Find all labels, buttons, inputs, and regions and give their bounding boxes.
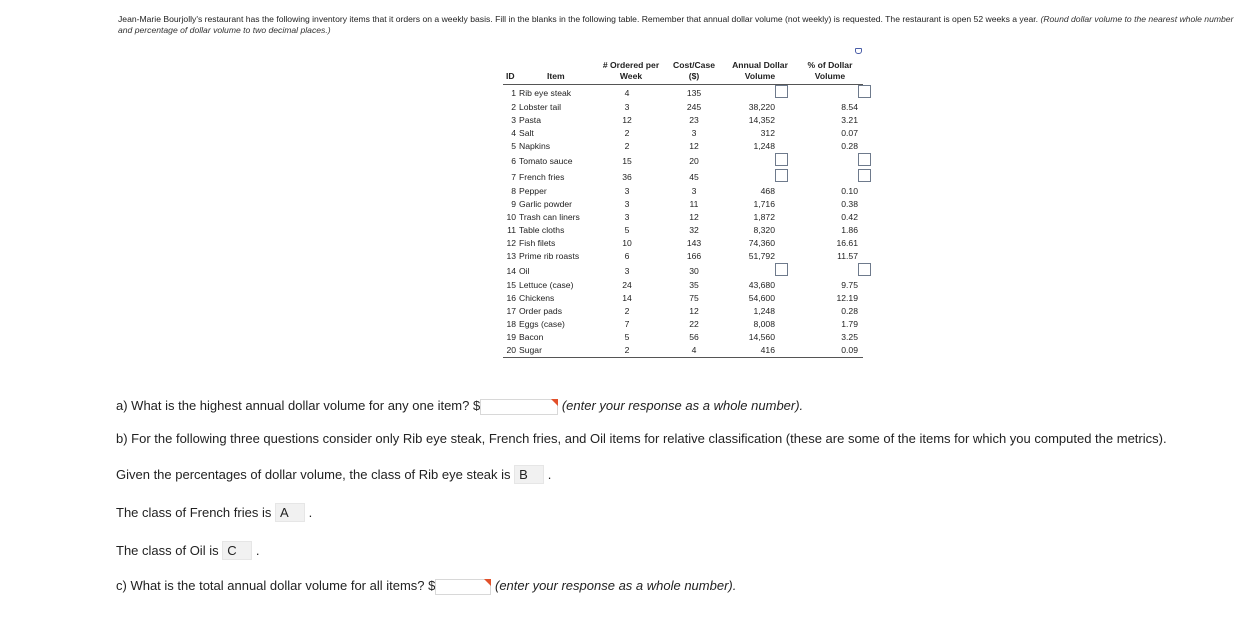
row-item: Trash can liners <box>519 212 580 222</box>
header-pct-line2: Volume <box>814 71 846 81</box>
row-cost: 143 <box>686 238 702 248</box>
row-item: Oil <box>519 266 530 276</box>
row-item: Eggs (case) <box>519 319 565 329</box>
row-id: 11 <box>507 225 516 235</box>
row-ordered: 10 <box>622 238 632 248</box>
header-annual-line1: Annual Dollar <box>732 60 788 70</box>
row-id: 4 <box>511 128 516 138</box>
row-ordered: 3 <box>624 199 630 209</box>
rib-eye-class-select[interactable]: B <box>514 465 544 484</box>
instructions-text: Jean-Marie Bourjolly's restaurant has the following inventory items that it orders on a weekly basis. Fill in the blanks in the following table. Remember that annual dollar volume (not weekly) is requested. The restaurant is open 52 weeks a year. <box>118 14 1039 24</box>
row-ordered: 2 <box>624 141 630 151</box>
row-cost: 166 <box>686 251 702 261</box>
pct-volume-input[interactable] <box>858 169 871 182</box>
annual-volume-input[interactable] <box>775 169 788 182</box>
row-pct: 9.75 <box>841 280 858 290</box>
header-id: ID <box>506 71 515 81</box>
oil-period: . <box>255 543 260 558</box>
table-row <box>503 224 863 237</box>
table-row <box>503 318 863 331</box>
pct-volume-input[interactable] <box>858 153 871 166</box>
row-id: 19 <box>506 332 516 342</box>
row-annual: 468 <box>760 186 775 196</box>
total-volume-input[interactable] <box>435 579 491 595</box>
row-ordered: 4 <box>624 88 630 98</box>
row-ordered: 3 <box>624 212 630 222</box>
question-c-hint: (enter your response as a whole number). <box>495 578 737 593</box>
row-pct: 8.54 <box>841 102 858 112</box>
annual-volume-input[interactable] <box>775 263 788 276</box>
row-annual: 54,600 <box>748 293 775 303</box>
row-cost: 30 <box>689 266 699 276</box>
row-ordered: 5 <box>624 225 630 235</box>
row-annual: 51,792 <box>748 251 775 261</box>
row-id: 7 <box>511 172 516 182</box>
row-cost: 22 <box>689 319 699 329</box>
row-item: Garlic powder <box>519 199 573 209</box>
row-item: Rib eye steak <box>519 88 572 98</box>
row-id: 18 <box>506 319 516 329</box>
question-french-fries <box>116 503 312 522</box>
row-annual: 1,716 <box>753 199 775 209</box>
pct-volume-input[interactable] <box>858 85 871 98</box>
row-cost: 11 <box>689 199 699 209</box>
row-cost: 12 <box>689 141 699 151</box>
table-row <box>503 114 863 127</box>
row-id: 1 <box>511 88 516 98</box>
row-cost: 32 <box>689 225 699 235</box>
row-id: 10 <box>506 212 516 222</box>
row-ordered: 2 <box>624 345 630 355</box>
row-annual: 416 <box>760 345 775 355</box>
row-annual: 38,220 <box>748 102 775 112</box>
row-cost: 20 <box>689 156 699 166</box>
expand-icon[interactable] <box>855 48 862 54</box>
row-item: Pasta <box>519 115 541 125</box>
question-a-hint: (enter your response as a whole number). <box>561 398 804 413</box>
french-fries-period: . <box>308 505 313 520</box>
row-pct: 1.86 <box>841 225 858 235</box>
row-pct: 16.61 <box>836 238 858 248</box>
table-row <box>503 185 863 198</box>
row-ordered: 3 <box>624 186 630 196</box>
table-row <box>503 101 863 114</box>
table-row <box>503 250 863 263</box>
row-pct: 12.19 <box>836 293 858 303</box>
row-pct: 3.25 <box>841 332 858 342</box>
row-id: 2 <box>511 102 516 112</box>
header-cost-line2: ($) <box>688 71 700 81</box>
row-ordered: 7 <box>624 319 630 329</box>
row-pct: 1.79 <box>841 319 858 329</box>
header-pct-line1: % of Dollar <box>807 60 853 70</box>
header-cost-line1: Cost/Case <box>672 60 716 70</box>
row-id: 6 <box>511 156 516 166</box>
row-cost: 23 <box>689 115 699 125</box>
row-annual: 1,872 <box>753 212 775 222</box>
row-annual: 1,248 <box>753 306 775 316</box>
table-row <box>503 292 863 305</box>
row-item: Lobster tail <box>519 102 562 112</box>
answer-flag-icon <box>551 399 558 406</box>
row-item: Napkins <box>519 141 551 151</box>
row-ordered: 36 <box>622 172 632 182</box>
highest-volume-input[interactable] <box>480 399 558 415</box>
row-pct: 3.21 <box>841 115 858 125</box>
rib-eye-period: . <box>547 467 552 482</box>
question-a-prompt: a) What is the highest annual dollar volume for any one item? $ <box>116 398 481 413</box>
row-item: Fish filets <box>519 238 556 248</box>
table-row <box>503 279 863 292</box>
question-oil <box>116 541 259 560</box>
row-id: 9 <box>511 199 516 209</box>
row-cost: 4 <box>691 345 697 355</box>
row-annual: 43,680 <box>748 280 775 290</box>
row-ordered: 3 <box>624 102 630 112</box>
question-c <box>116 578 736 595</box>
annual-volume-input[interactable] <box>775 153 788 166</box>
row-pct: 0.09 <box>841 345 858 355</box>
table-row <box>503 169 863 185</box>
row-id: 5 <box>511 141 516 151</box>
question-rib-eye <box>116 465 551 484</box>
row-id: 20 <box>506 345 516 355</box>
table-row <box>503 344 863 357</box>
row-ordered: 3 <box>624 266 630 276</box>
header-annual <box>725 60 795 82</box>
row-ordered: 6 <box>624 251 630 261</box>
row-item: Pepper <box>519 186 547 196</box>
row-annual: 14,560 <box>748 332 775 342</box>
table-row <box>503 85 863 101</box>
row-id: 13 <box>506 251 516 261</box>
header-cost <box>665 60 723 82</box>
instructions-note: (Round dollar volume to the nearest whole number and percentage of dollar volume to two decimal places.) <box>118 14 1234 35</box>
row-id: 3 <box>511 115 516 125</box>
row-cost: 12 <box>689 212 699 222</box>
row-pct: 0.07 <box>841 128 858 138</box>
row-ordered: 14 <box>622 293 632 303</box>
row-item: Prime rib roasts <box>519 251 580 261</box>
row-item: Table cloths <box>519 225 565 235</box>
row-ordered: 5 <box>624 332 630 342</box>
french-fries-class-select[interactable]: A <box>275 503 305 522</box>
row-id: 16 <box>506 293 516 303</box>
answer-flag-icon <box>484 579 491 586</box>
row-item: Lettuce (case) <box>519 280 574 290</box>
table-row <box>503 263 863 279</box>
row-ordered: 12 <box>622 115 632 125</box>
row-pct: 0.42 <box>841 212 858 222</box>
row-annual: 8,008 <box>753 319 775 329</box>
row-pct: 0.38 <box>841 199 858 209</box>
header-ordered <box>599 60 663 82</box>
row-cost: 245 <box>686 102 702 112</box>
table-row <box>503 153 863 169</box>
row-annual: 74,360 <box>748 238 775 248</box>
row-item: Salt <box>519 128 534 138</box>
row-item: French fries <box>519 172 565 182</box>
row-annual: 312 <box>760 128 775 138</box>
row-id: 8 <box>511 186 516 196</box>
row-item: Chickens <box>519 293 555 303</box>
question-b: b) For the following three questions consider only Rib eye steak, French fries, and Oil items for relative classification (these are some of the items for which you computed the metrics). <box>116 431 1167 446</box>
table-row <box>503 140 863 153</box>
table-header <box>503 60 863 85</box>
row-cost: 12 <box>689 306 699 316</box>
row-cost: 75 <box>689 293 699 303</box>
row-cost: 45 <box>689 172 699 182</box>
row-cost: 135 <box>686 88 702 98</box>
row-cost: 3 <box>691 128 697 138</box>
header-ordered-line2: Week <box>619 71 643 81</box>
question-c-prompt: c) What is the total annual dollar volume for all items? $ <box>116 578 436 593</box>
row-item: Bacon <box>519 332 544 342</box>
row-ordered: 2 <box>624 128 630 138</box>
row-pct: 11.57 <box>837 251 858 261</box>
row-pct: 0.10 <box>841 186 858 196</box>
row-id: 14 <box>506 266 516 276</box>
table-row <box>503 198 863 211</box>
row-ordered: 2 <box>624 306 630 316</box>
table-row <box>503 127 863 140</box>
annual-volume-input[interactable] <box>775 85 788 98</box>
row-item: Order pads <box>519 306 562 316</box>
table-body <box>503 85 863 357</box>
header-annual-line2: Volume <box>744 71 776 81</box>
instructions <box>118 14 1238 36</box>
row-id: 15 <box>506 280 516 290</box>
row-pct: 0.28 <box>841 306 858 316</box>
table-row <box>503 305 863 318</box>
header-item: Item <box>547 71 565 81</box>
table-row <box>503 211 863 224</box>
table-bottom-rule <box>503 357 863 358</box>
row-cost: 56 <box>689 332 699 342</box>
row-pct: 0.28 <box>841 141 858 151</box>
row-ordered: 15 <box>622 156 632 166</box>
table-row <box>503 331 863 344</box>
row-annual: 14,352 <box>748 115 775 125</box>
row-id: 17 <box>506 306 516 316</box>
row-annual: 8,320 <box>753 225 775 235</box>
row-item: Tomato sauce <box>519 156 573 166</box>
oil-class-select[interactable]: C <box>222 541 252 560</box>
question-a <box>116 398 803 415</box>
rib-eye-prompt: Given the percentages of dollar volume, the class of Rib eye steak is <box>116 467 511 482</box>
row-annual: 1,248 <box>753 141 775 151</box>
row-cost: 35 <box>689 280 699 290</box>
row-id: 12 <box>506 238 516 248</box>
oil-prompt: The class of Oil is <box>116 543 219 558</box>
french-fries-prompt: The class of French fries is <box>116 505 272 520</box>
table-row <box>503 237 863 250</box>
header-pct <box>799 60 861 82</box>
inventory-table <box>503 60 863 358</box>
header-ordered-line1: # Ordered per <box>602 60 660 70</box>
row-cost: 3 <box>691 186 697 196</box>
pct-volume-input[interactable] <box>858 263 871 276</box>
row-ordered: 24 <box>622 280 632 290</box>
row-item: Sugar <box>519 345 542 355</box>
